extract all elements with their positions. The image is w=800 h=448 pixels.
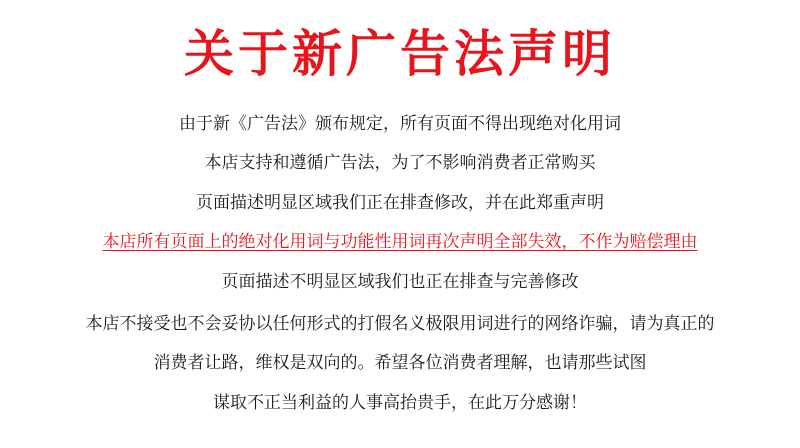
highlighted-statement-line: 本店所有页面上的绝对化用词与功能性用词再次声明全部失效，不作为赔偿理由	[102, 232, 698, 252]
announcement-line: 由于新《广告法》颁布规定，所有页面不得出现绝对化用词	[179, 114, 621, 134]
announcement-line: 消费者让路，维权是双向的。希望各位消费者理解，也请那些试图	[153, 353, 647, 373]
announcement-line: 本店支持和遵循广告法，为了不影响消费者正常购买	[204, 153, 596, 173]
announcement-title: 关于新广告法声明	[184, 25, 616, 83]
announcement-line: 页面描述不明显区域我们也正在排查与完善修改	[221, 272, 579, 292]
announcement-line: 本店不接受也不会妥协以任何形式的打假名义极限用词进行的网络诈骗，请为真正的	[85, 314, 715, 334]
announcement-line: 谋取不正当利益的人事高抬贵手，在此万分感谢！	[213, 393, 587, 413]
announcement-line: 页面描述明显区域我们正在排查修改，并在此郑重声明	[196, 193, 604, 213]
